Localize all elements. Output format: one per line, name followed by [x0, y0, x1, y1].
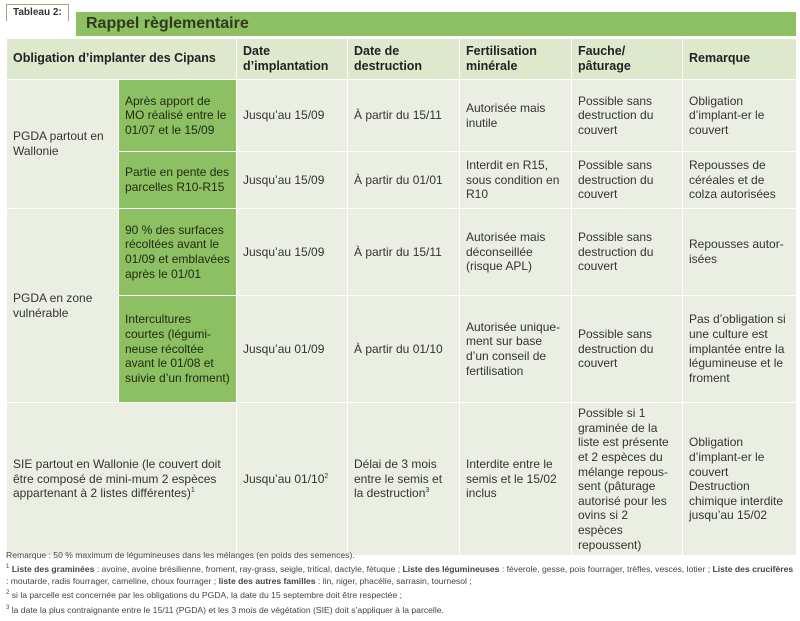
date-destruction-cell: À partir du 15/11	[348, 209, 460, 296]
remarque-cell: Pas d’obligation si une culture est implantée entre la légumineuse et le froment	[683, 296, 797, 403]
regulation-table	[6, 38, 797, 556]
fertilisation-cell: Autorisée mais inutile	[460, 80, 572, 152]
header-fauche: Fauche/ pâturage	[572, 39, 683, 80]
footnote-number: 3	[6, 604, 10, 611]
date-destruction-text: Délai de 3 mois entre le semis et la destruction	[354, 457, 443, 501]
table-title: Rappel règlementaire	[86, 15, 249, 32]
remarque-cell: Obligation d’implant-er le couvert Destruction chimique interdite jusqu’au 15/02	[683, 403, 797, 556]
header-remarque: Remarque	[683, 39, 797, 80]
fertilisation-cell: Autorisée unique-ment sur base d’un conseil de fertilisation	[460, 296, 572, 403]
date-destruction-cell: À partir du 01/10	[348, 296, 460, 403]
footnote-number: 1	[6, 564, 10, 571]
header-row	[7, 39, 797, 80]
date-implantation-cell: Jusqu’au 15/09	[237, 152, 348, 209]
list-legumineuses-text: : féverole, gesse, pois fourrager, trèfles, vesces, lotier ;	[499, 564, 713, 575]
title-bar	[76, 12, 796, 36]
condition-cell: Intercultures courtes (légumi-neuse récoltée avant le 01/08 et suivie d’un froment)	[119, 296, 237, 403]
date-destruction-cell: À partir du 15/11	[348, 80, 460, 152]
date-implantation-cell: Jusqu’au 15/09	[237, 209, 348, 296]
remarque-cell: Obligation d’implant-er le couvert	[683, 80, 797, 152]
date-destruction-cell: À partir du 01/01	[348, 152, 460, 209]
group-label: PGDA en zone vulnérable	[7, 209, 119, 403]
fertilisation-cell: Interdite entre le semis et le 15/02 inclus	[460, 403, 572, 556]
fauche-cell: Possible sans destruction du couvert	[572, 296, 683, 403]
group-label	[7, 403, 237, 556]
fertilisation-cell: Interdit en R15, sous condition en R10	[460, 152, 572, 209]
footnote-ref: 3	[425, 487, 430, 495]
remarque-cell: Repousses autor-isées	[683, 209, 797, 296]
table-row	[7, 152, 797, 209]
footnote-number: 2	[6, 590, 10, 597]
date-implantation-cell: Jusqu’au 15/09	[237, 80, 348, 152]
footnote-ref: 1	[190, 487, 195, 495]
header-obligation: Obligation d’implanter des Cipans	[7, 39, 237, 80]
footnote-1	[6, 561, 796, 587]
list-cruciferes-label: Liste des crucifères	[712, 564, 794, 575]
footnote-3	[6, 602, 796, 616]
footnote-remark: Remarque : 50 % maximum de légumineuses dans les mélanges (en poids des semences).	[6, 550, 355, 560]
footnote-3-text: la date la plus contraignante entre le 15/11 (PGDA) et les 3 mois de végétation (SIE) doit s’appliquer à la parcelle.	[9, 604, 444, 615]
group-label: PGDA partout en Wallonie	[7, 80, 119, 209]
footnote-2	[6, 587, 796, 601]
table-row	[7, 209, 797, 296]
table-row	[7, 296, 797, 403]
fauche-cell: Possible si 1 graminée de la liste est présente et 2 espèces du mélange repous-sent (pâturage autorisé pour les ovins si 2 espèces repoussent)	[572, 403, 683, 556]
list-autres-text: : lin, niger, phacélie, sarrasin, tournesol ;	[315, 576, 472, 587]
list-autres-label: liste des autres familles	[218, 576, 316, 587]
header-date-destruction: Date de destruction	[348, 39, 460, 80]
fauche-cell: Possible sans destruction du couvert	[572, 209, 683, 296]
list-cruciferes-text: : moutarde, radis fourrager, cameline, choux fourrager ;	[6, 576, 219, 587]
header-fertilisation: Fertilisation minérale	[460, 39, 572, 80]
fertilisation-cell: Autorisée mais déconseillée (risque APL)	[460, 209, 572, 296]
table-row	[7, 80, 797, 152]
condition-cell: 90 % des surfaces récoltées avant le 01/09 et emblavées après le 01/01	[119, 209, 237, 296]
list-graminees-label: Liste des graminées	[11, 564, 95, 575]
date-destruction-cell	[348, 403, 460, 556]
group-label-text: SIE partout en Wallonie (le couvert doit être composé de mini-mum 2 espèces appartenant à 2 listes différentes)	[13, 457, 221, 501]
condition-cell: Partie en pente des parcelles R10-R15	[119, 152, 237, 209]
list-legumineuses-label: Liste des légumineuses	[402, 564, 500, 575]
footnote-ref: 2	[324, 472, 329, 480]
fauche-cell: Possible sans destruction du couvert	[572, 80, 683, 152]
list-graminees-text: : avoine, avoine brésilienne, froment, ray-grass, seigle, tritical, dactyle, fétuque ;	[94, 564, 403, 575]
footnote-2-text: si la parcelle est concernée par les obligations du PGDA, la date du 15 septembre doit être respectée ;	[9, 590, 403, 601]
date-implantation-text: Jusqu’au 01/10	[243, 471, 325, 486]
date-implantation-cell	[237, 403, 348, 556]
date-implantation-cell: Jusqu’au 01/09	[237, 296, 348, 403]
footnotes	[6, 549, 796, 616]
fauche-cell: Possible sans destruction du couvert	[572, 152, 683, 209]
table-label: Tableau 2:	[6, 4, 69, 21]
condition-cell: Après apport de MO réalisé entre le 01/07 et le 15/09	[119, 80, 237, 152]
header-date-implantation: Date d’implantation	[237, 39, 348, 80]
remarque-cell: Repousses de céréales et de colza autorisées	[683, 152, 797, 209]
table-row	[7, 403, 797, 556]
